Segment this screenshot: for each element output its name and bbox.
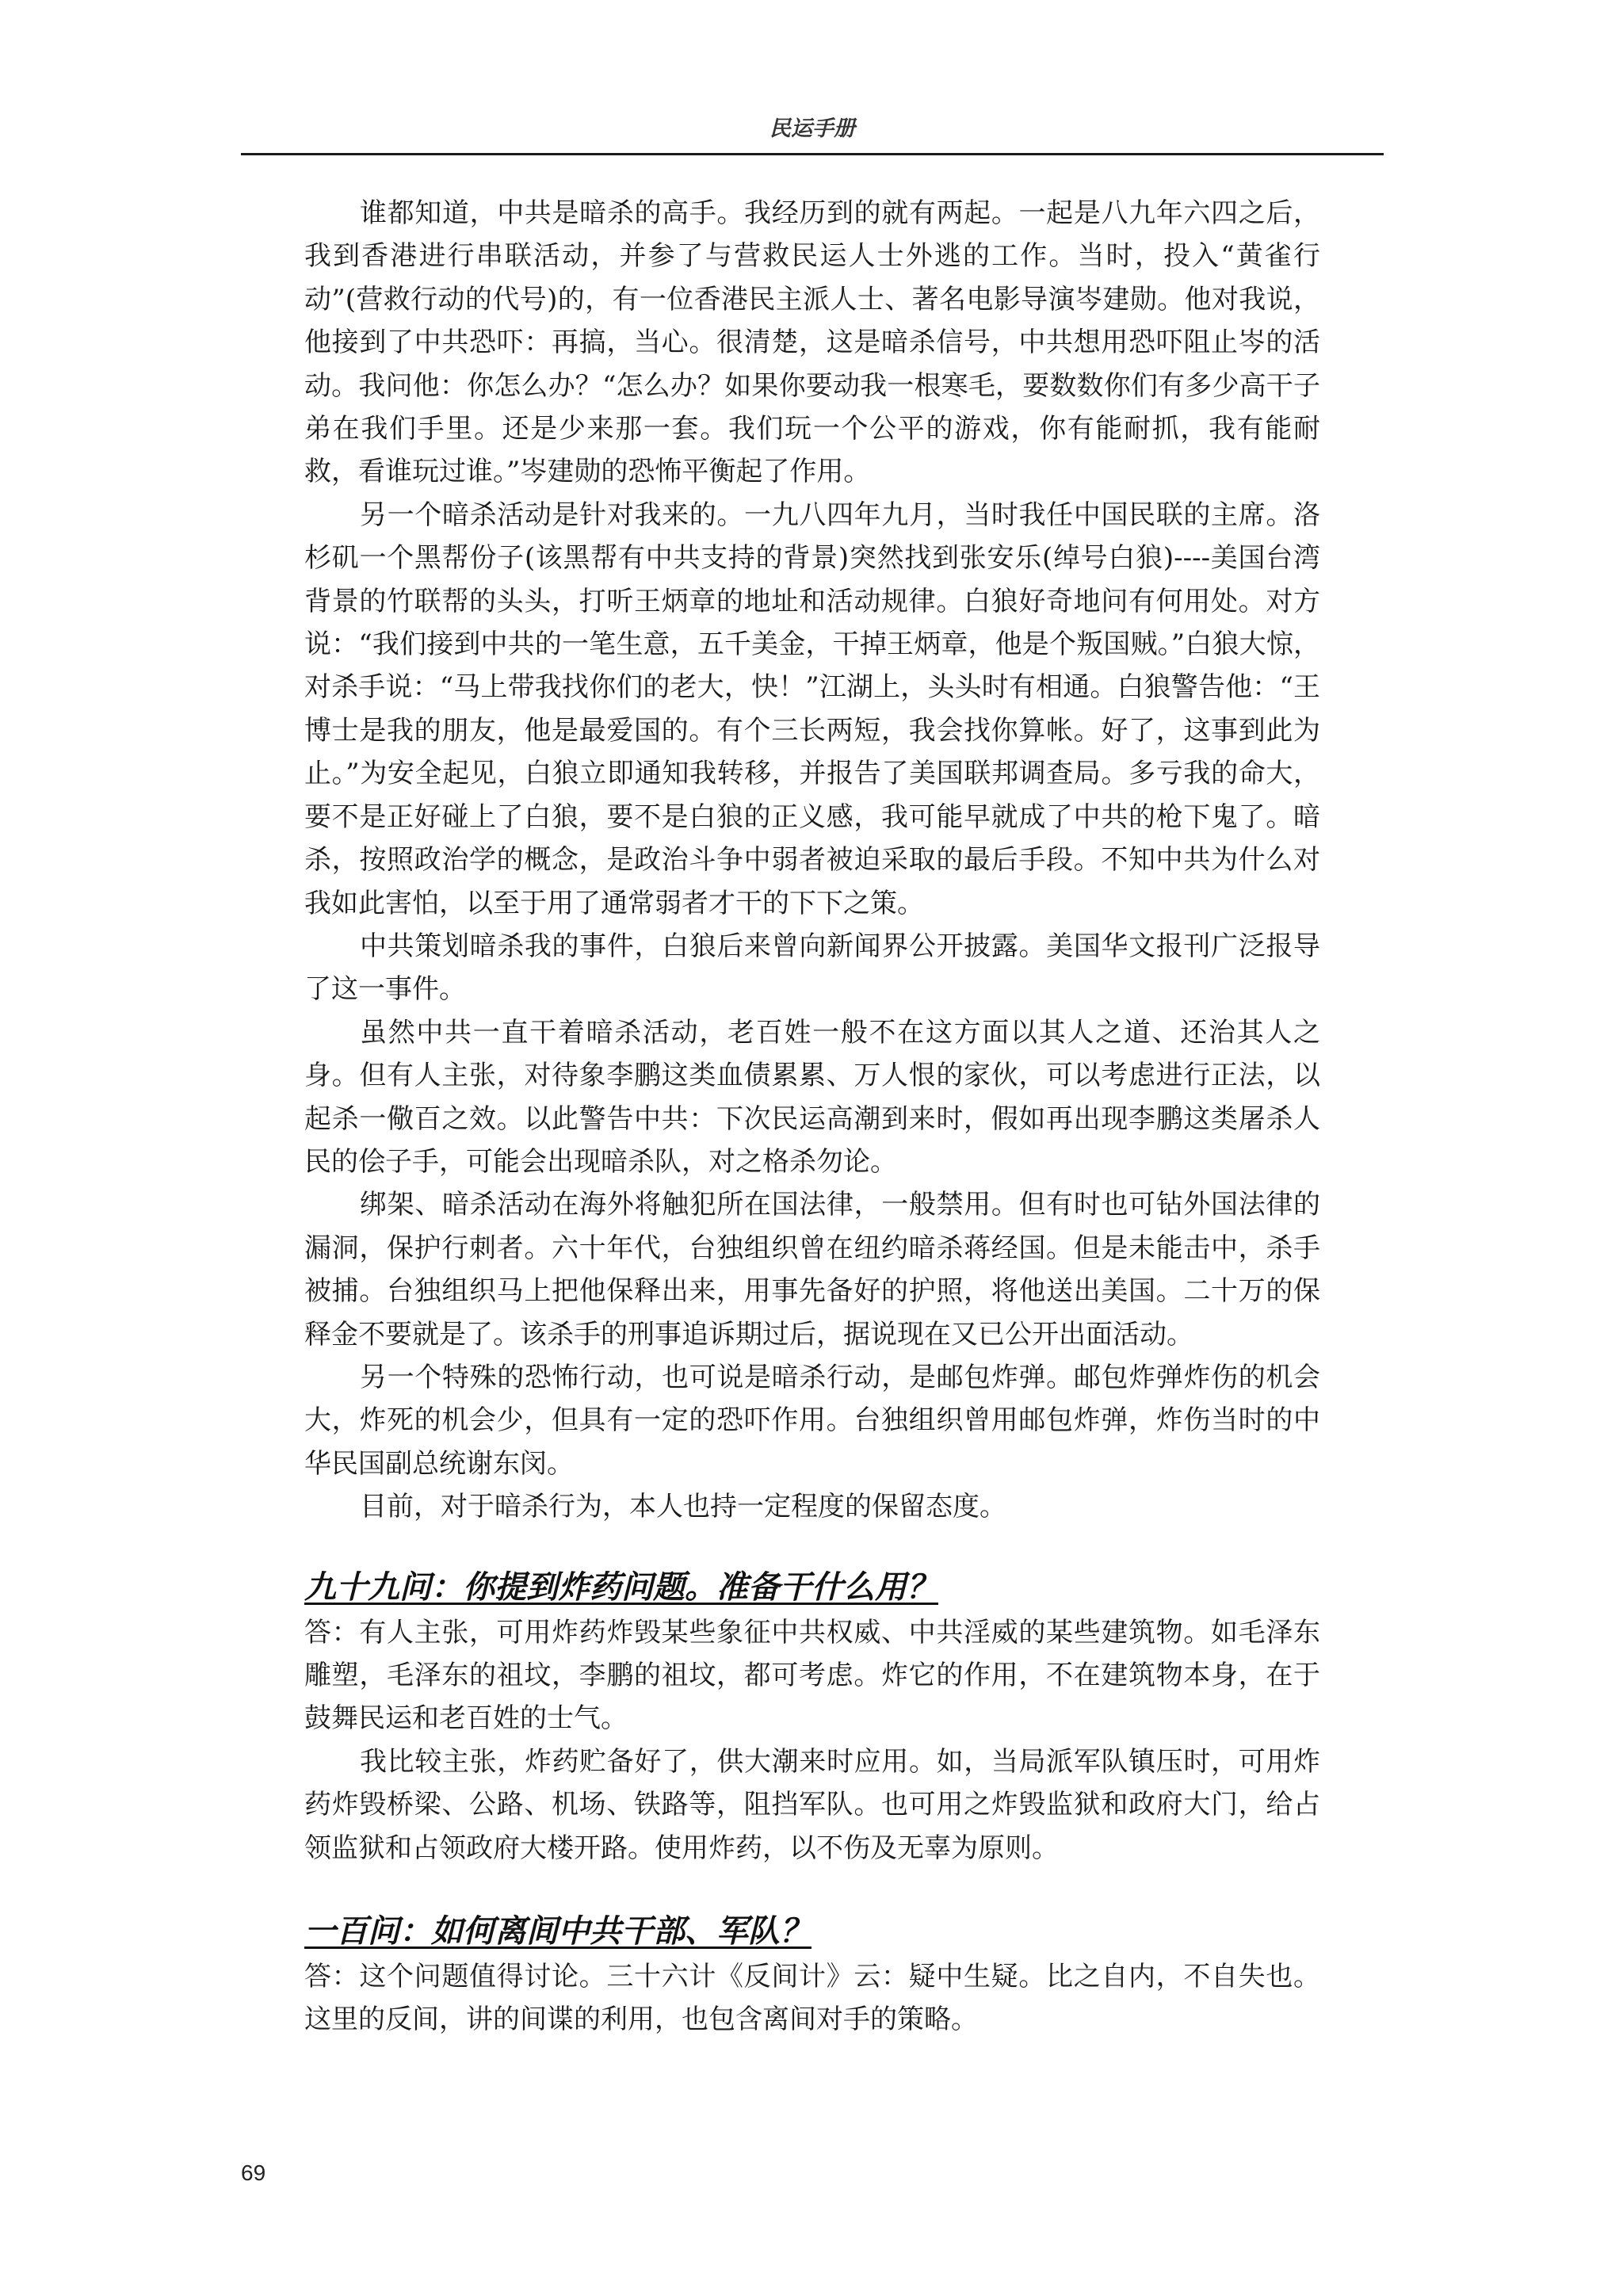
question-100-answer: 答：这个问题值得讨论。三十六计《反间计》云：疑中生疑。比之自内，不自失也。这里的反间，讲的间谍的利用，也包含离间对手的策略。 bbox=[304, 1961, 1320, 2036]
question-99-heading: 九十九问：你提到炸药问题。准备干什么用？ bbox=[304, 1568, 938, 1606]
question-99-paragraph-2: 我比较主张，炸药贮备好了，供大潮来时应用。如，当局派军队镇压时，可用炸药炸毁桥梁、公路、机场、铁路等，阻挡军队。也可用之炸毁监狱和政府大门，给占领监狱和占领政府大楼开路。使用炸药，以不伤及无辜为原则。 bbox=[304, 1745, 1320, 1864]
question-99-answer: 答：有人主张，可用炸药炸毁某些象征中共权威、中共淫威的某些建筑物。如毛泽东雕塑，毛泽东的祖坟，李鹏的祖坟，都可考虑。炸它的作用，不在建筑物本身，在于鼓舞民运和老百姓的士气。 bbox=[304, 1616, 1320, 1735]
page-number: 69 bbox=[241, 2160, 266, 2185]
header-divider bbox=[241, 153, 1384, 155]
paragraph-assassination-intro: 谁都知道，中共是暗杀的高手。我经历到的就有两起。一起是八九年六四之后，我到香港进行串联活动，并参了与营救民运人士外逃的工作。当时，投入“黄雀行动”(营救行动的代号)的，有一位香港民主派人士、著名电影导演岑建勋。他对我说，他接到了中共恐吓：再搞，当心。很清楚，这是暗杀信号，中共想用恐吓阻止岑的活动。我问他：你怎么办？“怎么办？如果你要动我一根寒毛，要数数你们有多少高干子弟在我们手里。还是少来那一套。我们玩一个公平的游戏，你有能耐抓，我有能耐救，看谁玩过谁。”岑建勋的恐怖平衡起了作用。 bbox=[304, 197, 1320, 488]
page-body bbox=[304, 192, 1320, 2042]
running-header-title: 民运手册 bbox=[769, 117, 855, 141]
paragraph-press-disclosure: 中共策划暗杀我的事件，白狼后来曾向新闻界公开披露。美国华文报刊广泛报导了这一事件。 bbox=[304, 930, 1320, 1006]
paragraph-li-peng: 虽然中共一直干着暗杀活动，老百姓一般不在这方面以其人之道、还治其人之身。但有人主张，对待象李鹏这类血债累累、万人恨的家伙，可以考虑进行正法，以起杀一儆百之效。以此警告中共：下次民运高潮到来时，假如再出现李鹏这类屠杀人民的侩子手，可能会出现暗杀队，对之格杀勿论。 bbox=[304, 1016, 1320, 1178]
paragraph-overseas-law: 绑架、暗杀活动在海外将触犯所在国法律，一般禁用。但有时也可钻外国法律的漏洞，保护行刺者。六十年代，台独组织曾在纽约暗杀蒋经国。但是未能击中，杀手被捕。台独组织马上把他保释出来，用事先备好的护照，将他送出美国。二十万的保释金不要就是了。该杀手的刑事追诉期过后，据说现在又已公开出面活动。 bbox=[304, 1189, 1320, 1350]
paragraph-mail-bomb: 另一个特殊的恐怖行动，也可说是暗杀行动，是邮包炸弹。邮包炸弹炸伤的机会大，炸死的机会少，但具有一定的恐吓作用。台独组织曾用邮包炸弹，炸伤当时的中华民国副总统谢东闵。 bbox=[304, 1361, 1320, 1480]
paragraph-assassination-attempt: 另一个暗杀活动是针对我来的。一九八四年九月，当时我任中国民联的主席。洛杉矶一个黑帮份子(该黑帮有中共支持的背景)突然找到张安乐(绰号白狼)----美国台湾背景的竹联帮的头头，打听王炳章的地址和活动规律。白狼好奇地问有何用处。对方说：“我们接到中共的一笔生意，五千美金，干掉王炳章，他是个叛国贼。”白狼大惊，对杀手说：“马上带我找你们的老大，快！”江湖上，头头时有相通。白狼警告他：“王博士是我的朋友，他是最爱国的。有个三长两短，我会找你算帐。好了，这事到此为止。”为安全起见，白狼立即通知我转移，并报告了美国联邦调查局。多亏我的命大，要不是正好碰上了白狼，要不是白狼的正义感，我可能早就成了中共的枪下鬼了。暗杀，按照政治学的概念，是政治斗争中弱者被迫采取的最后手段。不知中共为什么对我如此害怕，以至于用了通常弱者才干的下下之策。 bbox=[304, 499, 1320, 919]
question-100-heading: 一百问：如何离间中共干部、军队？ bbox=[304, 1912, 812, 1950]
paragraph-reservation: 目前，对于暗杀行为，本人也持一定程度的保留态度。 bbox=[360, 1491, 1006, 1523]
